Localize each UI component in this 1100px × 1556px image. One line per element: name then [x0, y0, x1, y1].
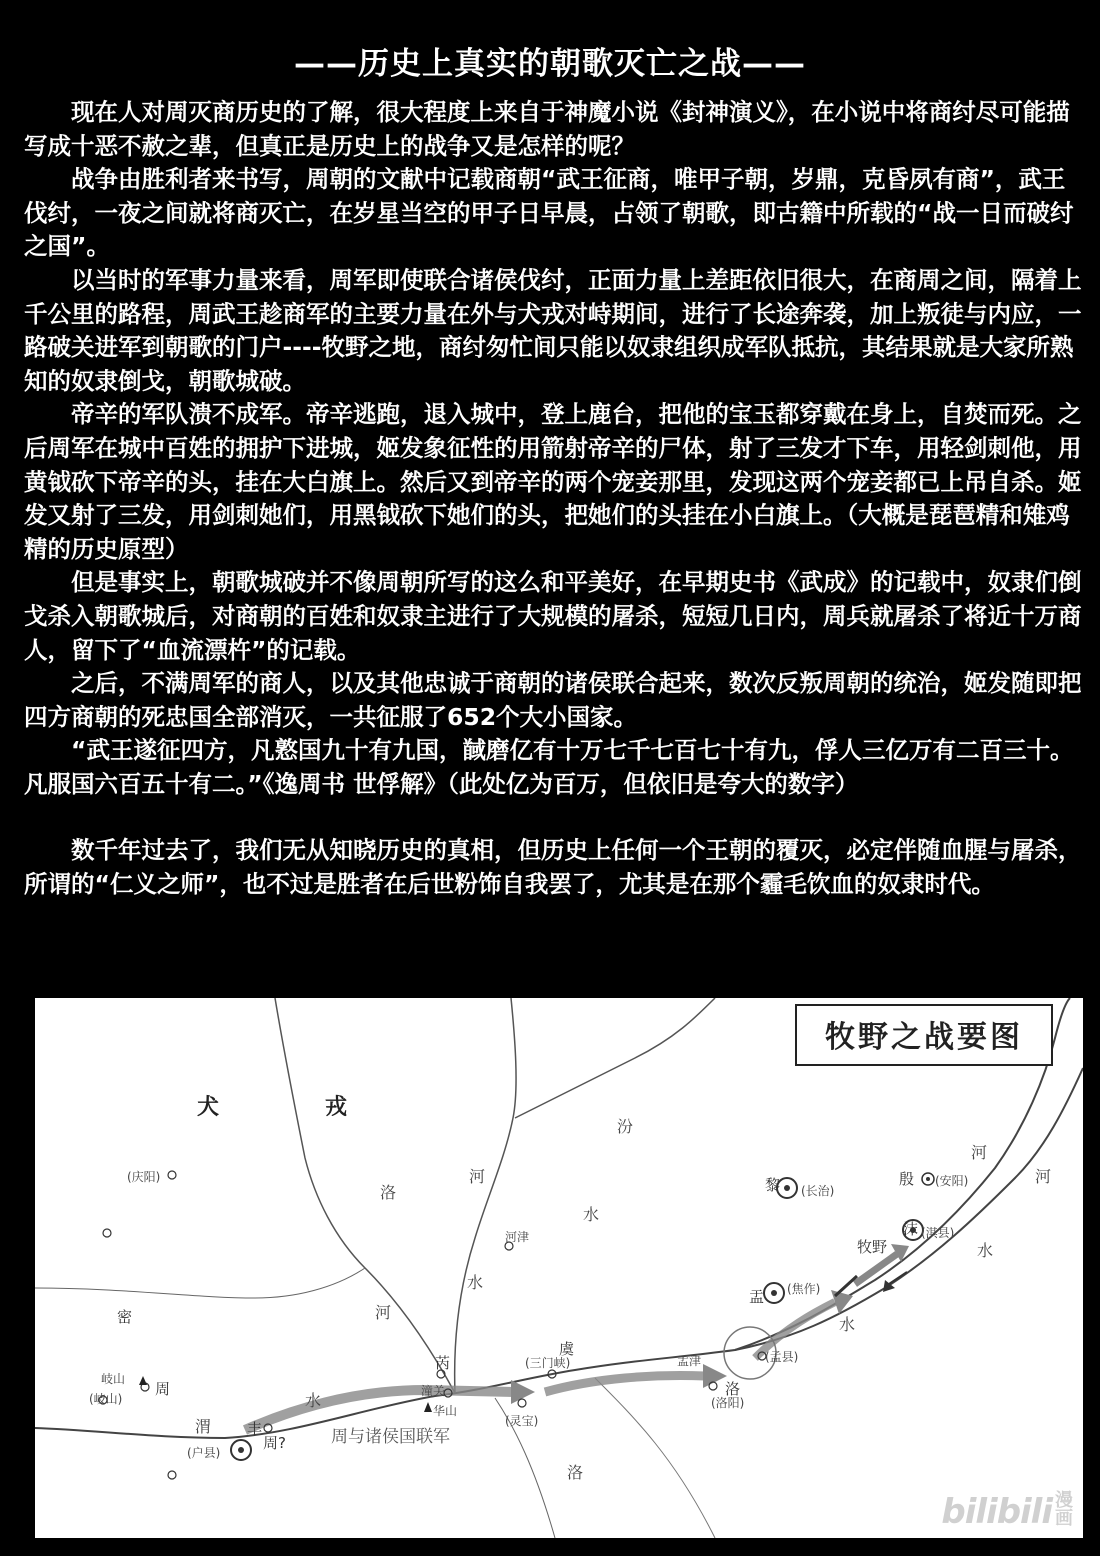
place-label-changzhi: (长治)	[801, 1184, 835, 1198]
city-marker	[784, 1185, 790, 1191]
yellow-river-line	[35, 1068, 1083, 1438]
place-label-zhou2: 周?	[263, 1434, 286, 1452]
river-branch	[515, 998, 715, 1118]
paragraph: 现在人对周灭商历史的了解，很大程度上来自于神魔小说《封神演义》，在小说中将商纣尽可能描写成十恶不赦之辈，但真正是历史上的战争又是怎样的呢？	[24, 98, 1070, 160]
paragraph: 之后，不满周军的商人，以及其他忠诚于商朝的诸侯联合起来，数次反叛周朝的统治，姬发随即把四方商朝的死忠国全部消灭，一共征服了652个大小国家。	[24, 669, 1082, 731]
river-label: 洛	[567, 1463, 584, 1482]
watermark-main: bilibili	[941, 1492, 1052, 1532]
region-label: 犬	[197, 1095, 220, 1120]
place-label-luoyang: (洛阳)	[711, 1396, 745, 1410]
paragraph: 帝辛的军队溃不成军。帝辛逃跑，退入城中，登上鹿台，把他的宝玉都穿戴在身上，自焚而死。之后周军在城中百姓的拥护下进城，姬发象征性的用箭射帝辛的尸体，射了三发才下车，用轻剑刺他，用黄钺砍下帝辛的头，挂在大白旗上。然后又到帝辛的两个宠妾那里，发现这两个宠妾都已上吊自杀。姬发又射了三发，用剑刺她们，用黑钺砍下她们的头，把她们的头挂在小白旗上。（大概是琵琶精和雉鸡精的历史原型）	[24, 400, 1082, 563]
place-label-yu: 虞	[559, 1340, 575, 1358]
river-label: 河	[971, 1143, 988, 1162]
mountain-icon	[424, 1402, 432, 1412]
place-label-feng: 丰	[247, 1420, 263, 1438]
place-label-mengxian: (孟县)	[765, 1350, 799, 1364]
city-marker	[771, 1290, 777, 1296]
region-label: 戎	[325, 1095, 348, 1120]
army-arrow	[545, 1376, 705, 1392]
river-branch	[595, 1378, 715, 1538]
place-label-yu2: 盂	[749, 1288, 765, 1306]
river-label: 河	[375, 1303, 392, 1322]
place-label-qixian: (淇县)	[921, 1226, 955, 1240]
paragraph: “武王遂征四方，凡憝国九十有九国，馘磨亿有十万七千七百七十有九，俘人三亿万有二百三十。凡服国六百五十有二。”《逸周书 世俘解》（此处亿为百万，但依旧是夸大的数字）	[24, 736, 1074, 798]
place-label-tongguan: 潼关	[421, 1384, 446, 1398]
place-label-qingyang: (庆阳)	[127, 1170, 161, 1184]
place-label-huashan: 华山	[433, 1404, 458, 1418]
place-label-jiaozuo: (焦作)	[787, 1282, 821, 1296]
place-label-mi: 密	[117, 1308, 133, 1326]
river-branch	[35, 1268, 365, 1298]
place-label-zhou1: 周	[155, 1380, 171, 1398]
river-label: 汾	[617, 1117, 634, 1136]
place-label-mo: 沫	[903, 1220, 919, 1238]
river-label: 洛	[380, 1183, 397, 1202]
article-body	[24, 96, 1084, 902]
river-label: 河	[469, 1167, 486, 1186]
river-label: 水	[583, 1205, 600, 1224]
bilibili-watermark	[941, 1492, 1075, 1532]
place-label-lingbao: (灵宝)	[505, 1414, 539, 1428]
army-arrowhead	[703, 1364, 727, 1388]
map-title: 牧野之战要图	[795, 1004, 1053, 1066]
fen-river-line	[455, 998, 516, 1393]
shang-arrow	[889, 1272, 907, 1284]
place-label-li: 黎	[765, 1176, 781, 1194]
river-label: 水	[977, 1241, 994, 1260]
paragraph: 战争由胜利者来书写，周朝的文献中记载商朝“武王征商，唯甲子朝，岁鼎，克昏夙有商”，武王伐纣，一夜之间就将商灭亡，在岁星当空的甲子日早晨，占领了朝歌，即古籍中所载的“战一日而破纣之国”。	[24, 165, 1074, 261]
closing-paragraph: 数千年过去了，我们无从知晓历史的真相，但历史上任何一个王朝的覆灭，必定伴随血腥与屠杀，所谓的“仁义之师”，也不过是胜者在后世粉饰自我罢了，尤其是在那个霾毛饮血的奴隶时代。	[24, 836, 1082, 899]
place-label-luo: 洛	[725, 1380, 741, 1398]
river-label: 水	[305, 1391, 322, 1410]
place-label-mengjin: 孟津	[677, 1354, 702, 1368]
paragraph: 但是事实上，朝歌城破并不像周朝所写的这么和平美好，在早期史书《武成》的记载中，奴隶们倒戈杀入朝歌城后，对商朝的百姓和奴隶主进行了大规模的屠杀，短短几日内，周兵就屠杀了将近十万商人，留下了“血流漂杵”的记载。	[24, 568, 1082, 664]
place-label-anyang: (安阳)	[935, 1174, 969, 1188]
luo-river-line	[275, 998, 455, 1393]
page-title: ——历史上真实的朝歌灭亡之战——	[294, 46, 806, 82]
place-label-huxian: (户县)	[187, 1446, 221, 1460]
river-label: 水	[839, 1315, 856, 1334]
town-markers	[101, 1471, 766, 1538]
place-label-rui: 芮	[435, 1354, 451, 1372]
city-marker	[238, 1447, 244, 1453]
place-label-muye: 牧野	[857, 1238, 888, 1256]
mountain-icon	[139, 1376, 147, 1385]
army-arrowhead	[511, 1380, 535, 1404]
river-label: 渭	[195, 1417, 212, 1436]
place-label-qishan: (岐山)	[89, 1392, 123, 1406]
place-label-yin: 殷	[899, 1170, 915, 1188]
paragraph: 以当时的军事力量来看，周军即使联合诸侯伐纣，正面力量上差距依旧很大，在商周之间，隔着上千公里的路程，周武王趁商军的主要力量在外与犬戎对峙期间，进行了长途奔袭，加上叛徒与内应，一路破关进军到朝歌的门户----牧野之地，商纣匆忙间只能以奴隶组织成军队抵抗，其结果就是大家所熟知的奴隶倒戈，朝歌城破。	[24, 265, 1082, 395]
place-label-hejin: 河津	[505, 1230, 530, 1244]
river-label: 水	[467, 1273, 484, 1292]
river-label: 河	[1035, 1167, 1052, 1186]
place-label-qishan_mount: 岐山	[101, 1372, 126, 1386]
city-marker	[926, 1177, 930, 1181]
army-label: 周与诸侯国联军	[331, 1427, 450, 1447]
battle-map	[35, 998, 1083, 1538]
place-label-sanmenxia: (三门峡)	[525, 1356, 571, 1370]
watermark-sub: 漫画	[1055, 1490, 1072, 1529]
